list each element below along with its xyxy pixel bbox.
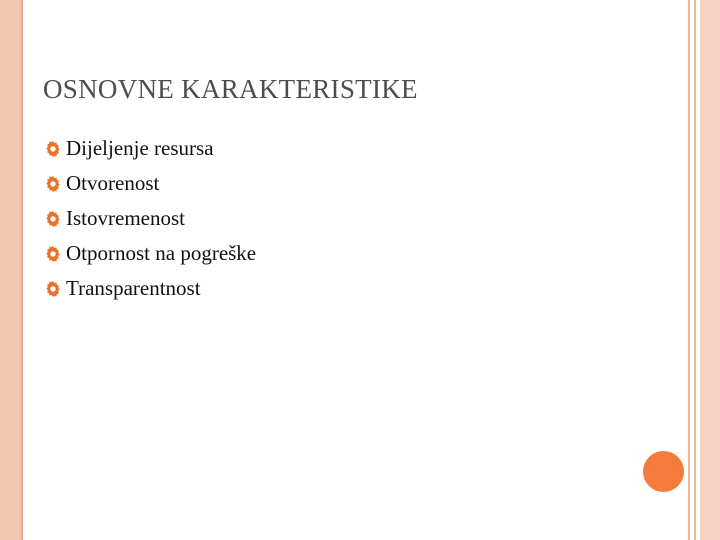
right-frame-line-2 [694, 0, 696, 540]
bullet-text: Otvorenost [66, 171, 160, 195]
gear-icon [44, 280, 62, 298]
list-item [44, 236, 256, 271]
right-frame-band [700, 0, 720, 540]
gear-icon [44, 175, 62, 193]
list-item [44, 271, 256, 306]
bullet-text: Dijeljenje resursa [66, 136, 214, 160]
bullet-list [44, 131, 256, 306]
left-frame-line [21, 0, 23, 540]
decorative-dot [643, 451, 684, 492]
bullet-text: Transparentnost [66, 276, 201, 300]
bullet-text: Istovremenost [66, 206, 185, 230]
list-item [44, 166, 256, 201]
gear-icon [44, 140, 62, 158]
list-item [44, 201, 256, 236]
gear-icon [44, 210, 62, 228]
left-frame-band [0, 0, 21, 540]
right-frame-line-1 [688, 0, 690, 540]
list-item [44, 131, 256, 166]
slide-title: OSNOVNE KARAKTERISTIKE [43, 74, 418, 104]
gear-icon [44, 245, 62, 263]
bullet-text: Otpornost na pogreške [66, 241, 257, 265]
